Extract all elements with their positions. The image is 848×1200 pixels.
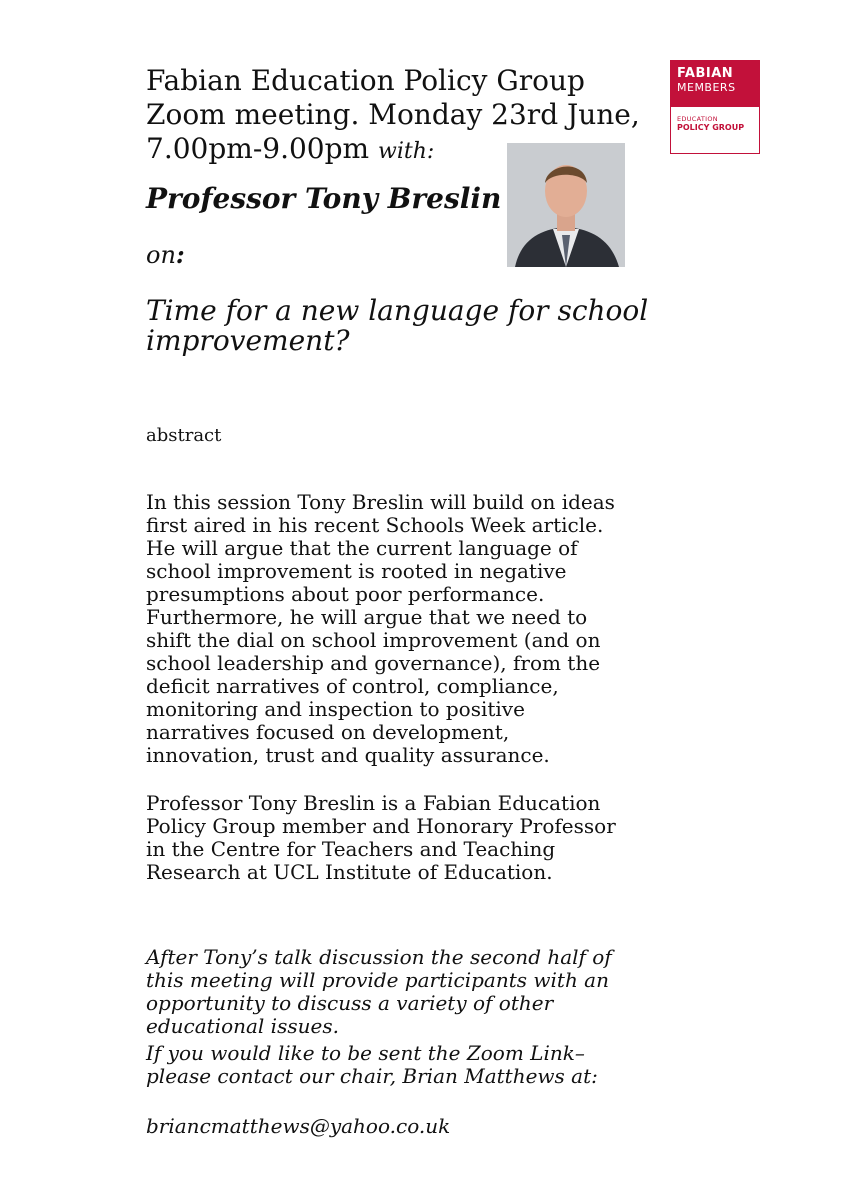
logo-line-members: MEMBERS [677, 81, 736, 94]
with-label: with: [378, 139, 435, 164]
logo-line-fabian: FABIAN [677, 66, 734, 81]
event-title-text: Fabian Education Policy Group Zoom meeting. Monday 23rd June, 7.00pm-9.00pm [146, 64, 640, 165]
abstract-label: abstract [146, 425, 222, 446]
logo-banner [671, 61, 759, 107]
on-text: on [146, 241, 176, 269]
speaker-photo [507, 143, 625, 267]
on-colon: : [175, 240, 185, 269]
on-label [146, 240, 185, 269]
logo-line-education: EDUCATION [677, 115, 718, 123]
speaker-portrait-image [507, 143, 625, 267]
speaker-name: Professor Tony Breslin [146, 182, 502, 215]
contact-email[interactable]: briancmatthews@yahoo.co.uk [146, 1114, 451, 1138]
logo-subtitle [671, 107, 759, 133]
after-talk-note: After Tony’s talk discussion the second half of this meeting will provide participants with an opportunity to discuss a variety of other educational issues. [146, 945, 612, 1038]
talk-topic: Time for a new language for school improvement? [146, 294, 649, 357]
fabian-logo [670, 60, 760, 154]
contact-note: If you would like to be sent the Zoom Link– please contact our chair, Brian Matthews at: [146, 1041, 598, 1088]
abstract-text: In this session Tony Breslin will build on ideas first aired in his recent Schools Week article. He will argue that the current language of school improvement is rooted in negative presumptions about poor performance. Furthermore, he will argue that we need to shift the dial on school improvement (and on school leadership and governance), from the deficit narratives of control, compliance, monitoring and inspection to positive narratives focused on development, innovation, trust and quality assurance. [146, 490, 615, 767]
logo-line-policy-group: POLICY GROUP [677, 123, 745, 132]
speaker-bio: Professor Tony Breslin is a Fabian Education Policy Group member and Honorary Professor in the Centre for Teachers and Teaching Research at UCL Institute of Education. [146, 791, 616, 884]
